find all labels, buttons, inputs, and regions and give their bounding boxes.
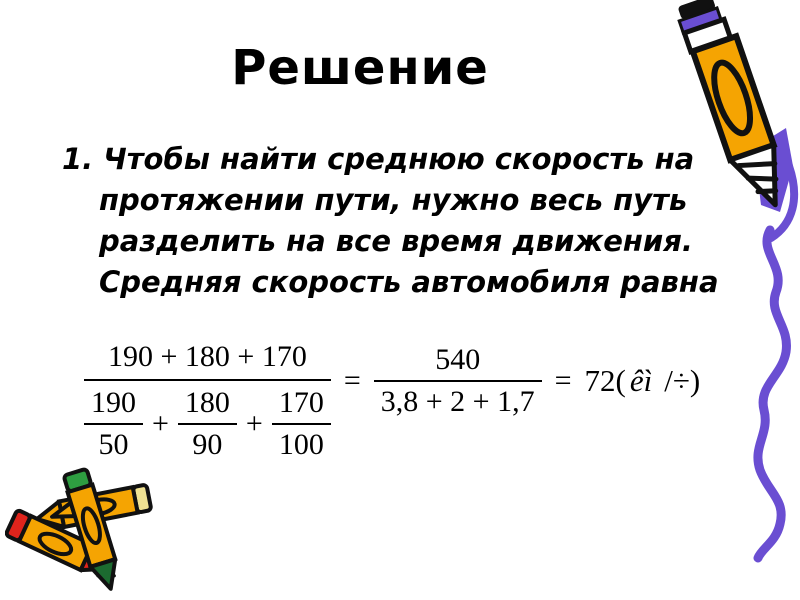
crayon-marker-icon [640,0,800,600]
marker-orange-body [693,36,774,160]
body-line-3: разделить на все время движения. [99,224,693,258]
crossed-crayons-icon [5,452,205,600]
body-line-2: протяжении пути, нужно весь путь [99,183,688,217]
sub-fraction-1-denominator: 50 [98,428,129,461]
sub-fraction-2 [178,386,237,462]
average-speed-formula [84,300,700,462]
main-fraction-denominator [84,381,331,462]
sub-fraction-2-numerator: 180 [178,386,237,425]
sub-fraction-2-denominator: 90 [192,428,223,461]
result-unit: êì [629,363,653,398]
main-fraction [84,300,331,462]
second-fraction-numerator: 540 [374,343,542,382]
wavy-line-icon [758,230,787,558]
sub-fraction-1 [84,386,143,462]
plus-sign: + [152,407,169,440]
result-number: 72( [584,363,626,398]
body-line-1: 1. Чтобы найти среднюю скорость на [62,142,695,176]
slide-title: Решение [231,40,489,96]
plus-sign: + [245,407,263,440]
equals-sign: = [343,364,361,397]
main-fraction-numerator: 190 + 180 + 170 [84,340,331,381]
sub-fraction-3-denominator: 100 [278,428,324,461]
sub-fraction-1-numerator: 190 [84,386,143,425]
second-fraction-denominator: 3,8 + 2 + 1,7 [380,385,535,418]
sub-fraction-3 [272,386,331,462]
body-line-4: Средняя скорость автомобиля равна [99,265,719,299]
marker-body-group [675,0,793,215]
result-unit-suffix: /÷) [664,363,701,398]
body-paragraph [62,139,719,303]
second-fraction [374,343,542,419]
equals-sign: = [554,364,572,397]
sub-fraction-3-numerator: 170 [272,386,331,425]
